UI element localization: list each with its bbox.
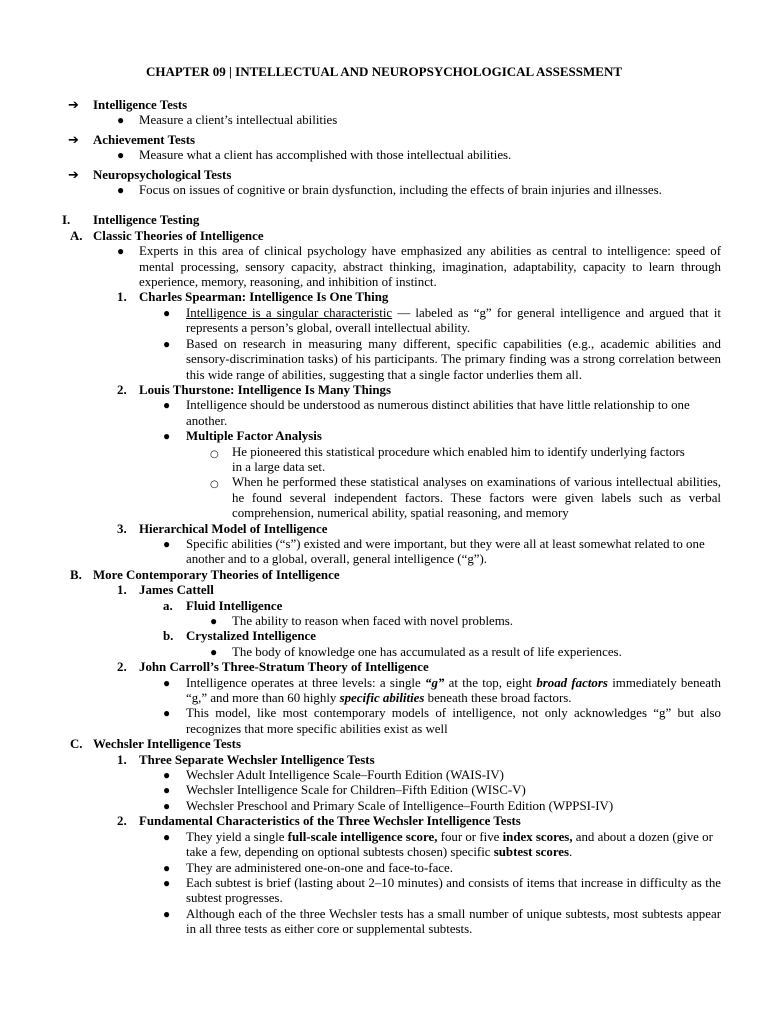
subtopic-letter: b.: [163, 629, 174, 644]
bullet-item: [0, 398, 768, 429]
bullet-text: Although each of the three Wechsler tests has a small number of unique subtests, most subtests appear in all three tests as either core or supplemental subtests.: [186, 906, 721, 937]
bullet-item: [0, 306, 768, 337]
topic-heading: [0, 814, 768, 829]
subtopic-heading: [0, 599, 768, 614]
bullet-item: [0, 706, 768, 737]
bullet-text: [186, 676, 721, 707]
bullet-icon: ●: [163, 675, 171, 690]
bullet-icon: ●: [210, 614, 218, 628]
topic-title: Three Separate Wechsler Intelligence Tests: [139, 752, 375, 767]
text-span: .: [569, 845, 573, 860]
emphasis-text: “g”: [425, 675, 445, 690]
text-span: and about a dozen (give or take a few, depending on optional subtests chosen) specific: [186, 829, 713, 860]
emphasis-text: broad factors: [536, 675, 608, 690]
bullet-item: [0, 907, 768, 938]
text-span: They yield a single: [186, 829, 288, 844]
topic-number: 1.: [117, 583, 127, 598]
subtopic-title: Fluid Intelligence: [186, 598, 283, 613]
bullet-icon: ●: [163, 829, 171, 844]
overview-item: [0, 98, 768, 113]
bullet-icon: ●: [163, 860, 171, 875]
topic-heading: [0, 522, 768, 537]
topic-title: Fundamental Characteristics of the Three Wechsler Intelligence Tests: [139, 814, 521, 829]
topic-title: Louis Thurstone: Intelligence Is Many Things: [139, 382, 392, 397]
subsection-heading: [0, 737, 768, 752]
bullet-text: The ability to reason when faced with novel problems.: [232, 614, 514, 628]
text-span: — labeled as “g” for general intelligence and argued that it represents a person’s global, overall intellectual ability.: [186, 305, 721, 336]
overview-heading: Neuropsychological Tests: [93, 167, 232, 182]
subsection-heading: [0, 229, 768, 244]
text-span: Intelligence operates at three levels: a single: [186, 675, 426, 690]
chapter-title: CHAPTER 09 | INTELLECTUAL AND NEUROPSYCHOLOGICAL ASSESSMENT: [145, 64, 623, 79]
bullet-item: [0, 337, 768, 383]
bullet-text: Multiple Factor Analysis: [186, 429, 322, 444]
bullet-item: [0, 676, 768, 707]
overview-bullet-text: Focus on issues of cognitive or brain dysfunction, including the effects of brain injuries and illnesses.: [139, 183, 662, 198]
subsection-letter: C.: [70, 737, 83, 752]
bold-text: index scores,: [502, 829, 573, 844]
bullet-item: [0, 876, 768, 907]
bullet-item: [0, 830, 768, 861]
text-span: beneath these broad factors.: [424, 691, 572, 706]
emphasis-text: specific abilities: [339, 691, 425, 706]
bullet-icon: ●: [163, 798, 171, 813]
sub-bullet-item: [0, 445, 768, 476]
subtopic-letter: a.: [163, 598, 173, 613]
bullet-icon: ●: [163, 906, 171, 921]
bold-text: subtest scores: [493, 845, 570, 860]
overview-item: [0, 133, 768, 148]
topic-title: Charles Spearman: Intelligence Is One Thing: [139, 290, 389, 305]
bullet-icon: ●: [117, 244, 125, 259]
topic-number: 1.: [117, 752, 127, 767]
bullet-icon: ●: [117, 148, 125, 163]
arrow-icon: ➔: [68, 98, 79, 113]
bullet-text: Wechsler Intelligence Scale for Children–Fifth Edition (WISC-V): [186, 783, 526, 798]
overview-bullet-text: Measure what a client has accomplished with those intellectual abilities.: [139, 148, 512, 163]
subsection-title: Classic Theories of Intelligence: [93, 228, 264, 243]
overview-bullet: [0, 183, 768, 198]
topic-heading: [0, 753, 768, 768]
topic-heading: [0, 660, 768, 675]
bullet-item: [0, 799, 768, 814]
topic-title: James Cattell: [139, 583, 214, 598]
bullet-item: [0, 768, 768, 783]
bullet-text: The body of knowledge one has accumulated as a result of life experiences.: [232, 644, 622, 659]
bullet-item: [0, 861, 768, 876]
subsection-letter: B.: [70, 567, 82, 582]
subtopic-heading: [0, 629, 768, 644]
bullet-icon: ●: [210, 644, 218, 659]
bullet-icon: ●: [163, 783, 171, 798]
arrow-icon: ➔: [68, 167, 79, 183]
topic-number: 2.: [117, 382, 127, 397]
subtopic-title: Crystalized Intelligence: [186, 629, 316, 644]
sub-bullet-item: [0, 475, 768, 521]
bullet-text: [186, 306, 721, 337]
topic-heading: [0, 383, 768, 398]
circle-bullet-icon: ○: [210, 448, 219, 460]
text-span: immediately beneath “g,” and more than 60 highly: [186, 675, 722, 706]
bullet-text: Experts in this area of clinical psychology have emphasized any abilities as central to intelligence: speed of mental processing, sensory capacity, abstract thinking, imagination, adaptability, capacity to learn through experience, memory, reasoning, and inhibition of instinct.: [139, 244, 721, 290]
bullet-item: [0, 783, 768, 798]
topic-number: 2.: [117, 660, 127, 675]
overview-heading: Achievement Tests: [93, 132, 196, 147]
topic-number: 3.: [117, 521, 127, 536]
topic-heading: [0, 290, 768, 305]
subsection-title: More Contemporary Theories of Intelligence: [93, 567, 340, 582]
bullet-text: They are administered one-on-one and face-to-face.: [186, 860, 453, 875]
bullet-text: Specific abilities (“s”) existed and were important, but they were all at least somewhat related to one another and to a global, overall, general intelligence (“g”).: [186, 536, 705, 567]
bullet-text: [186, 830, 721, 861]
bullet-item: [0, 645, 768, 660]
subsection-title: Wechsler Intelligence Tests: [93, 737, 241, 752]
sub-bullet-text: When he performed these statistical analyses on examinations of various intellectual abilities, he found several independent factors. These factors were given labels such as verbal comprehension, numerical ability, spatial reasoning, and memory: [232, 475, 721, 521]
bullet-text: This model, like most contemporary models of intelligence, not only acknowledges “g” but also recognizes that more specific abilities exist as well: [186, 706, 721, 736]
topic-number: 2.: [117, 814, 127, 829]
bullet-icon: ●: [163, 305, 171, 320]
bullet-text: Each subtest is brief (lasting about 2–10 minutes) and consists of items that increase in difficulty as the subtest progresses.: [186, 875, 721, 906]
underlined-text: Intelligence is a singular characteristic: [186, 305, 393, 320]
document-body: [0, 98, 768, 938]
bold-text: full-scale intelligence score,: [287, 829, 438, 844]
section-number: I.: [62, 213, 71, 228]
bullet-text: Based on research in measuring many different, specific capabilities (e.g., academic abilities and sensory-discrimination tasks) of his participants. The primary finding was a strong correlation between this wide range of abilities, suggesting that a single factor underlies them all.: [186, 336, 721, 382]
circle-bullet-icon: ○: [210, 479, 219, 491]
bullet-icon: ●: [163, 398, 171, 413]
bullet-icon: ●: [163, 336, 171, 351]
bullet-icon: ●: [117, 183, 125, 198]
bullet-item: [0, 429, 768, 444]
arrow-icon: ➔: [68, 132, 79, 148]
bullet-icon: ●: [163, 429, 171, 444]
text-span: at the top, eight: [444, 675, 537, 690]
overview-bullet-text: Measure a client’s intellectual abilities: [139, 113, 338, 128]
overview-bullet: [0, 113, 768, 128]
topic-title: Hierarchical Model of Intelligence: [139, 521, 328, 536]
overview-bullet: [0, 148, 768, 163]
bullet-icon: ●: [163, 875, 171, 890]
bullet-text: Wechsler Preschool and Primary Scale of Intelligence–Fourth Edition (WPPSI-IV): [186, 798, 614, 813]
bullet-icon: ●: [163, 536, 171, 551]
bullet-item: [0, 614, 768, 629]
bullet-item: [0, 244, 768, 290]
bullet-icon: ●: [117, 113, 125, 128]
section-heading: [0, 213, 768, 228]
overview-item: [0, 168, 768, 183]
section-title: Intelligence Testing: [93, 213, 200, 228]
subsection-heading: [0, 568, 768, 583]
bullet-text: Wechsler Adult Intelligence Scale–Fourth Edition (WAIS-IV): [186, 768, 504, 783]
overview-heading: Intelligence Tests: [93, 98, 188, 112]
sub-bullet-text: He pioneered this statistical procedure which enabled him to identify underlying factors in a large data set.: [232, 444, 685, 474]
topic-number: 1.: [117, 290, 127, 305]
bullet-text: Intelligence should be understood as numerous distinct abilities that have little relationship to one another.: [186, 398, 690, 428]
bullet-icon: ●: [163, 768, 171, 783]
text-span: four or five: [437, 829, 503, 844]
subsection-letter: A.: [70, 228, 83, 243]
bullet-icon: ●: [163, 706, 171, 721]
topic-title: John Carroll’s Three-Stratum Theory of Intelligence: [139, 660, 429, 675]
bullet-item: [0, 537, 768, 568]
topic-heading: [0, 583, 768, 598]
